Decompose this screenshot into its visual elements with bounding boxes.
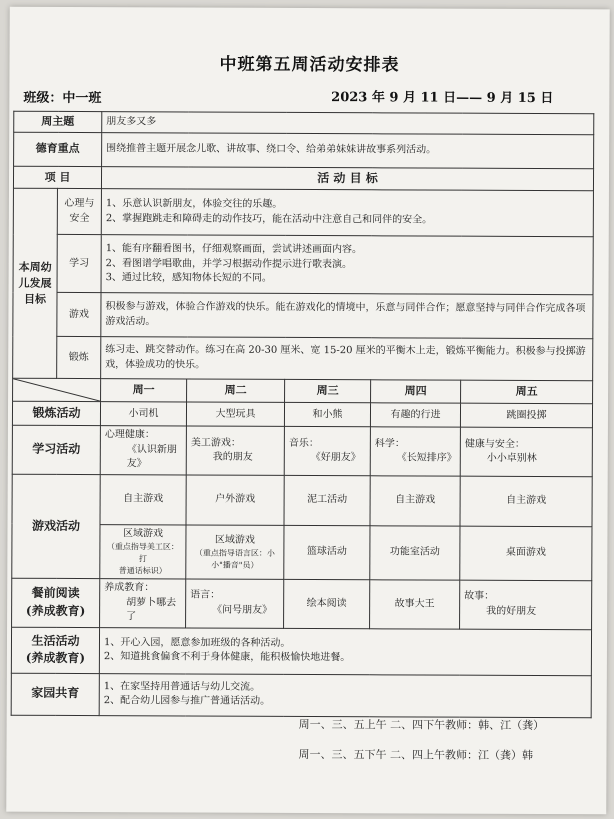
day-header: 周五 — [461, 380, 593, 404]
goal-name: 学习 — [57, 235, 101, 293]
page-title: 中班第五周活动安排表 — [219, 54, 400, 76]
life-text: 1、开心入园，愿意参加班级的各种活动。 2、知道挑食偏食不利于身体健康，能积极愉快地进餐。 — [99, 627, 591, 675]
goals-header-item: 项 目 — [13, 166, 101, 189]
study-cell: 心理健康： 《认识新朋友》 — [100, 426, 186, 475]
day-header: 周四 — [371, 380, 461, 403]
day-header: 周一 — [101, 379, 187, 402]
life-label: 生活活动 (养成教育) — [11, 627, 99, 673]
exercise-cell: 跳圈投掷 — [460, 403, 592, 428]
goals-group-label: 本周幼儿发展目标 — [13, 189, 58, 379]
corner-cell — [13, 379, 101, 402]
home-text: 1、在家坚持用普通话与幼儿交流。 2、配合幼儿园参与推广普通话活动。 — [99, 673, 591, 717]
moral-label: 德育重点 — [14, 132, 102, 166]
game-label: 游戏活动 — [12, 474, 100, 579]
reading-cell: 养成教育： 胡萝卜哪去了 — [100, 579, 186, 628]
goal-name: 心理与安全 — [57, 189, 101, 235]
reading-label: 餐前阅读 (养成教育) — [12, 578, 100, 627]
goal-name: 锻炼 — [57, 337, 101, 379]
footer-teacher-line-2: 周一、三、五下午 二、四上午教师：江（龚）韩 — [298, 747, 534, 762]
game-cell: 功能室活动 — [370, 526, 460, 581]
goal-text: 练习走、跳交替动作。练习在高 20-30 厘米、宽 15-20 厘米的平衡木上走，锻炼平衡能力。积极参与投掷游戏，体验成功的快乐。 — [101, 337, 593, 381]
study-label: 学习活动 — [12, 426, 100, 475]
game-cell: 区域游戏 （重点指导美工区：打 普通话标识） — [100, 524, 186, 579]
game-cell: 自主游戏 — [100, 474, 186, 524]
day-header: 周三 — [285, 380, 371, 403]
study-cell: 音乐： 《好朋友》 — [284, 427, 370, 476]
exercise-cell: 有趣的行进 — [370, 403, 460, 427]
goal-text: 1、能有序翻看图书，仔细观察画面，尝试讲述画面内容。 2、看图谱学唱歌曲，并学习根据动作提示进行歌表演。 3、通过比较，感知物体长短的不同。 — [101, 235, 593, 295]
theme-value: 朋友多又多 — [102, 112, 594, 135]
footer-teacher-line-1: 周一、三、五上午 二、四下午教师：韩、江（龚） — [298, 717, 545, 733]
game-cell: 自主游戏 — [370, 476, 460, 526]
study-cell: 科学： 《长短排序》 — [370, 427, 460, 476]
reading-cell: 语言： 《问号朋友》 — [186, 579, 284, 628]
goals-header-target: 活 动 目 标 — [101, 167, 593, 192]
game-cell: 户外游戏 — [186, 475, 284, 525]
game-cell: 篮球活动 — [284, 525, 370, 580]
goal-text: 积极参与游戏，体验合作游戏的快乐。能在游戏化的情境中，乐意与同伴合作；愿意坚持与同伴合作完成各项游戏活动。 — [101, 293, 593, 339]
reading-cell: 绘本阅读 — [284, 580, 370, 629]
goal-text: 1、乐意认识新朋友，体验交往的乐趣。 2、掌握跑跳走和障碍走的动作技巧，能在活动中注意自己和同伴的安全。 — [101, 189, 593, 237]
exercise-cell: 和小熊 — [284, 403, 370, 427]
game-cell: 自主游戏 — [460, 476, 592, 527]
reading-cell: 故事大王 — [370, 580, 460, 629]
exercise-cell: 大型玩具 — [186, 402, 284, 426]
game-cell: 桌面游戏 — [460, 526, 592, 581]
theme-label: 周主题 — [14, 111, 102, 132]
schedule-sheet — [6, 7, 610, 815]
game-cell: 泥工活动 — [284, 475, 370, 525]
moral-value: 围绕推普主题开展念儿歌、讲故事、绕口令、给弟弟妹妹讲故事系列活动。 — [102, 133, 594, 169]
home-label: 家园共育 — [11, 673, 99, 715]
exercise-label: 锻炼活动 — [12, 402, 100, 426]
game-cell: 区域游戏 （重点指导语言区：小 小"播音"员） — [186, 525, 284, 580]
date-range: 2023 年 9 月 11 日—— 9 月 15 日 — [331, 90, 554, 107]
study-cell: 健康与安全： 小小卓别林 — [460, 427, 592, 476]
exercise-cell: 小司机 — [100, 402, 186, 426]
study-cell: 美工游戏： 我的朋友 — [186, 426, 284, 475]
schedule-table — [11, 111, 595, 718]
goal-name: 游戏 — [57, 293, 101, 337]
reading-cell: 故事： 我的好朋友 — [460, 580, 592, 629]
day-header: 周二 — [187, 379, 285, 402]
class-label: 班级：中一班 — [23, 90, 102, 107]
